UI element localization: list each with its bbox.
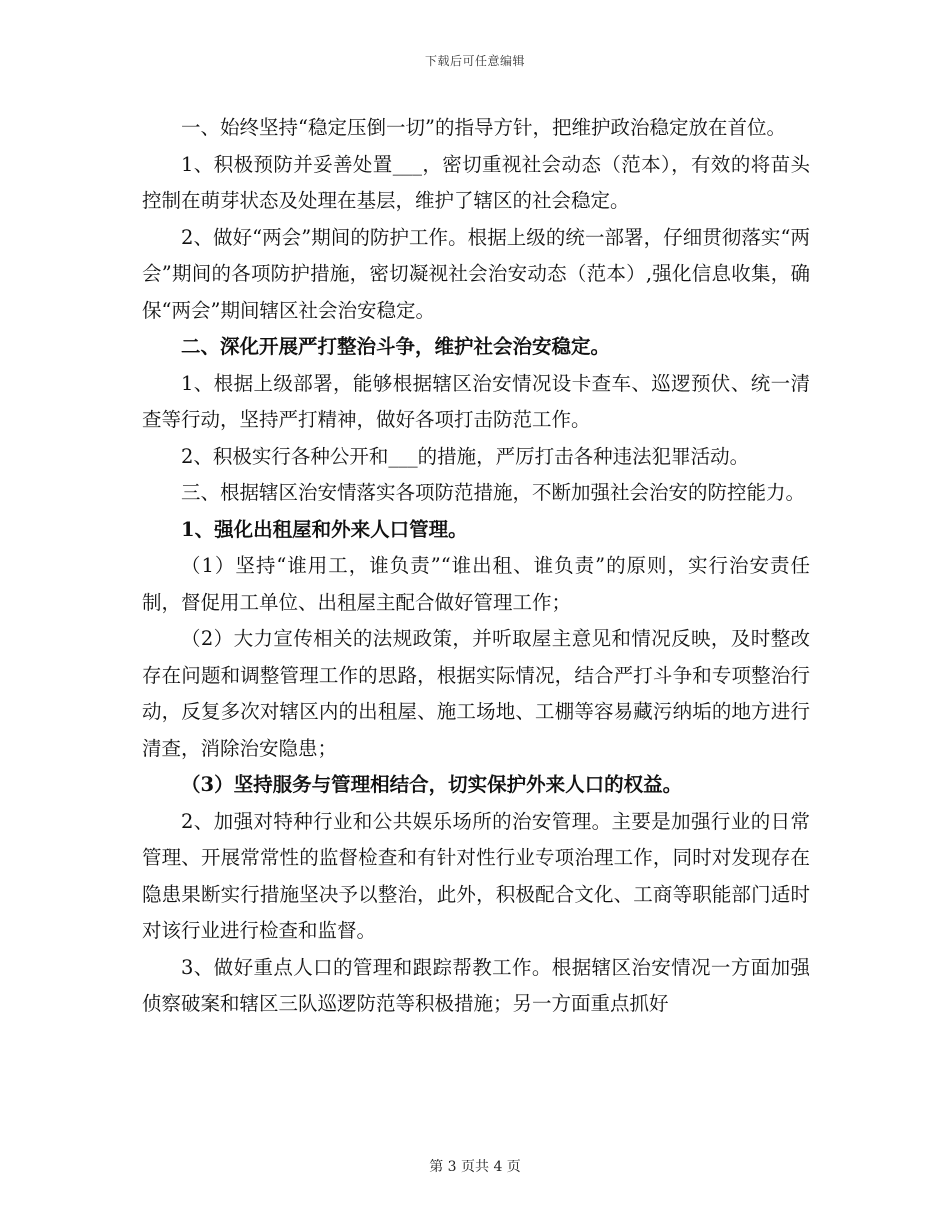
paragraph: 2、加强对特种行业和公共娱乐场所的治安管理。主要是加强行业的日常管理、开展常常性的监督检查和有针对性行业专项治理工作，同时对发现存在隐患果断实行措施坚决予以整治，此外，积极配合文化、工商等职能部门适时对该行业进行检查和监督。	[142, 809, 810, 942]
subsection-heading: 1、强化出租屋和外来人口管理。	[181, 517, 468, 541]
paragraph: （2）大力宣传相关的法规政策，并听取屋主意见和情况反映，及时整改存在问题和调整管理工作的思路，根据实际情况，结合严打斗争和专项整治行动，反复多次对辖区内的出租屋、施工场地、工棚等容易藏污纳垢的地方进行清查，消除治安隐患；	[142, 627, 810, 760]
paragraph: （1）坚持“谁用工，谁负责”“谁出租、谁负责”的原则，实行治安责任制，督促用工单位、出租屋主配合做好管理工作；	[142, 554, 810, 614]
paragraph: 3、做好重点人口的管理和跟踪帮教工作。根据辖区治安情况一方面加强侦察破案和辖区三队巡逻防范等积极措施；另一方面重点抓好	[142, 955, 810, 1015]
page-number-footer: 第 3 页共 4 页	[429, 1159, 521, 1175]
paragraph: 2、做好“两会”期间的防护工作。根据上级的统一部署，仔细贯彻落实“两会”期间的各项防护措施，密切凝视社会治安动态（范本）,强化信息收集，确保“两会”期间辖区社会治安稳定。	[142, 225, 810, 322]
page-header-note: 下载后可任意编辑	[424, 54, 525, 68]
paragraph: 1、根据上级部署，能够根据辖区治安情况设卡查车、巡逻预伏、统一清查等行动，坚持严打精神，做好各项打击防范工作。	[142, 371, 810, 431]
paragraph: 2、积极实行各种公开和___的措施，严厉打击各种违法犯罪活动。	[181, 444, 750, 468]
paragraph: 1、积极预防并妥善处置___，密切重视社会动态（范本），有效的将苗头控制在萌芽状态及处理在基层，维护了辖区的社会稳定。	[142, 152, 810, 212]
paragraph: 一、始终坚持“稳定压倒一切”的指导方针，把维护政治稳定放在首位。	[181, 116, 786, 139]
document-body	[142, 110, 810, 1023]
paragraph: 三、根据辖区治安情落实各项防范措施，不断加强社会治安的防控能力。	[181, 481, 806, 504]
section-heading: 二、深化开展严打整治斗争，维护社会治安稳定。	[181, 335, 611, 358]
subsection-heading: （3）坚持服务与管理相结合，切实保护外来人口的权益。	[181, 773, 683, 796]
